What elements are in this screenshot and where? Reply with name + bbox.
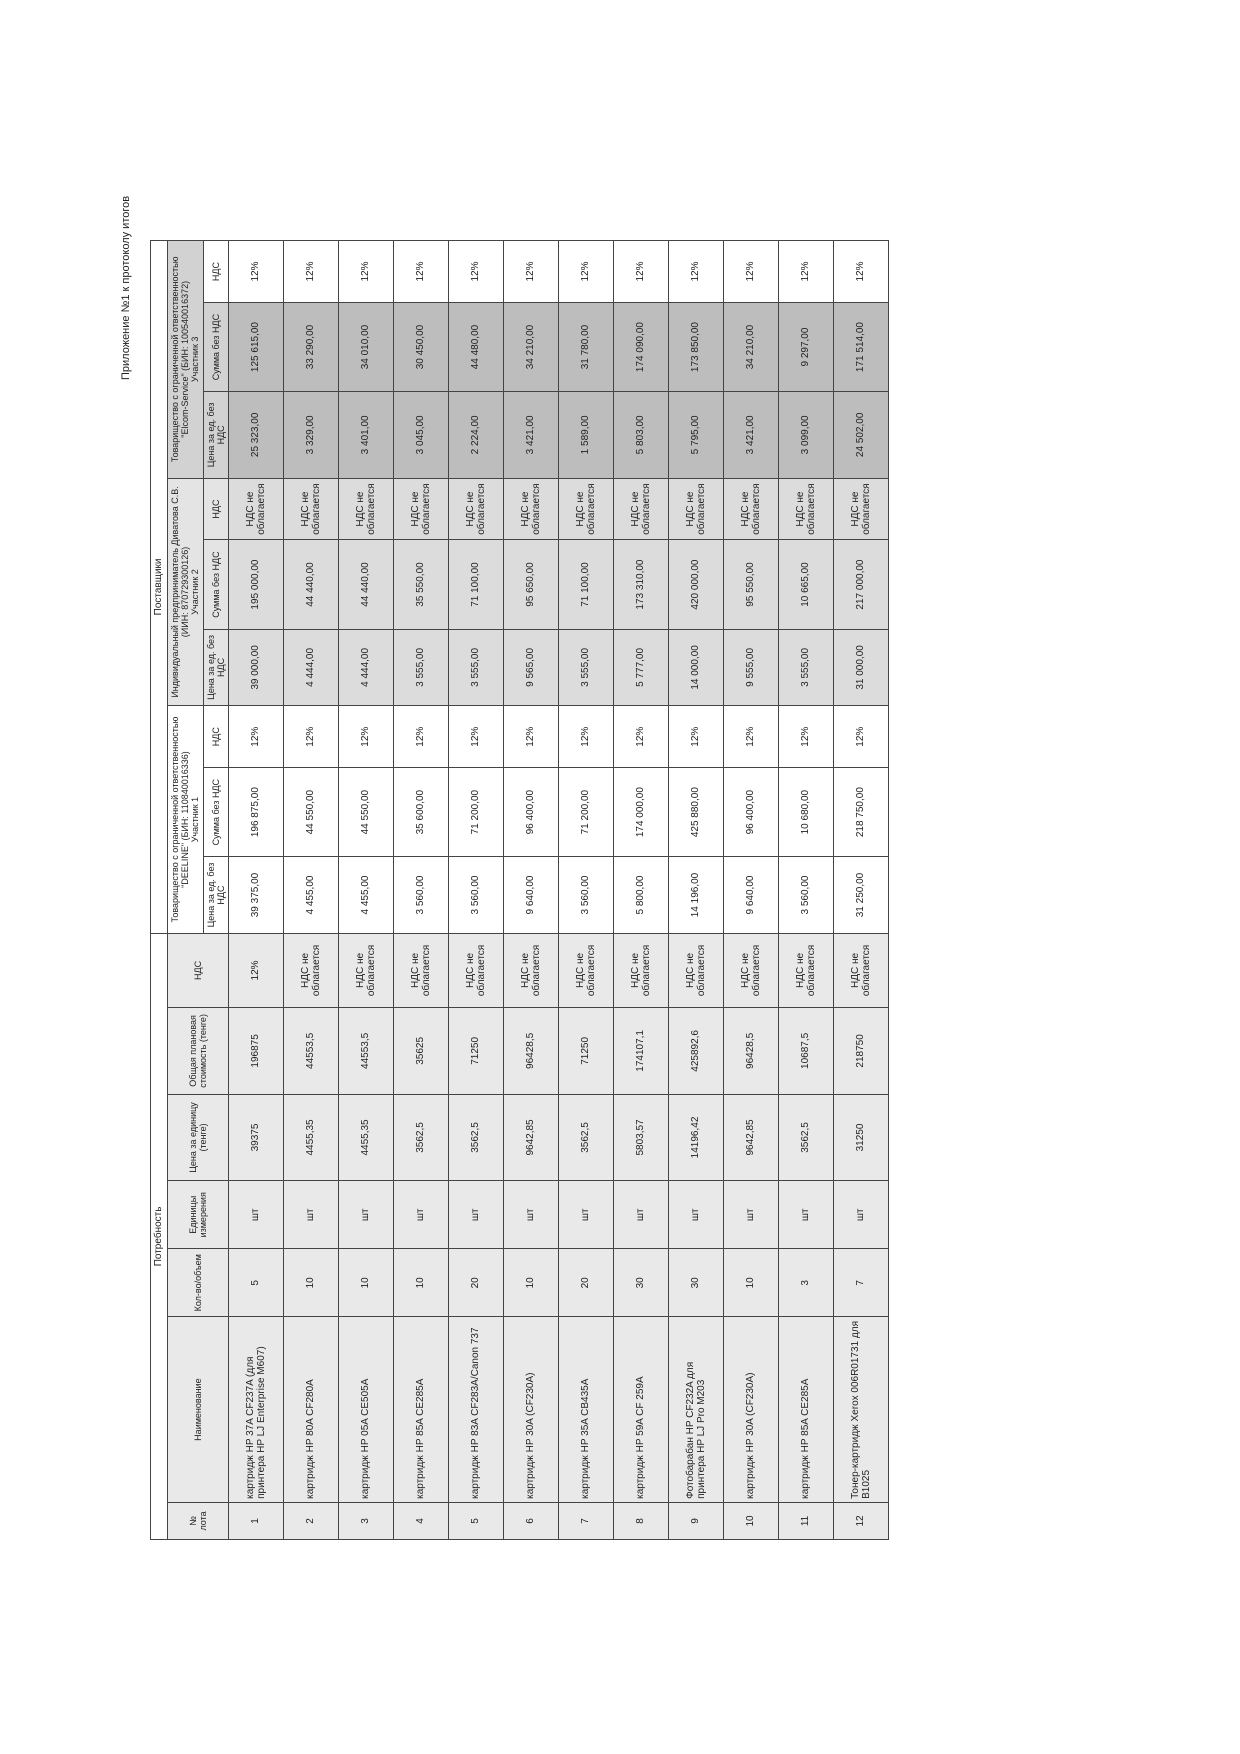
p2-vat-cell: НДС не облагается (559, 478, 614, 540)
name-cell: картридж HP 05A CE505A (339, 1317, 394, 1503)
p1-sum-cell: 44 550,00 (339, 768, 394, 857)
p1-sum-cell: 96 400,00 (504, 768, 559, 857)
p2-unit-price-cell: 9 565,00 (504, 629, 559, 706)
p1-unit-price-cell: 3 560,00 (394, 857, 449, 934)
p3-sum-cell: 30 450,00 (394, 303, 449, 392)
p2-sum-cell: 35 550,00 (394, 540, 449, 629)
qty-cell: 20 (559, 1249, 614, 1317)
group-need-header: Потребность (151, 933, 168, 1539)
table-body (229, 241, 889, 1540)
p2-unit-price-cell: 3 555,00 (449, 629, 504, 706)
table-row (284, 241, 339, 1540)
p1-unit-price-cell: 9 640,00 (724, 857, 779, 934)
p1-sum-cell: 218 750,00 (834, 768, 889, 857)
p3-sum-cell: 125 615,00 (229, 303, 284, 392)
p2-sum-cell: 95 550,00 (724, 540, 779, 629)
group-suppliers-header: Поставщики (151, 241, 168, 934)
p3-unit-price-cell: 3 421,00 (724, 392, 779, 479)
lot-cell: 10 (724, 1502, 779, 1539)
name-cell: Фотобарабан HP CF232A для принтера HP LJ Pro M203 (669, 1317, 724, 1503)
vat-cell: НДС не облагается (724, 933, 779, 1007)
p1-sum-cell: 174 000,00 (614, 768, 669, 857)
vat-cell: НДС не облагается (449, 933, 504, 1007)
p1-vat-cell: 12% (779, 706, 834, 768)
p1-sum-cell: 71 200,00 (449, 768, 504, 857)
table-row (779, 241, 834, 1540)
p2-col-unit-price: Цена за ед. без НДС (203, 629, 229, 706)
p2-sum-cell: 10 665,00 (779, 540, 834, 629)
price-cell: 14196,42 (669, 1094, 724, 1181)
p1-sum-cell: 71 200,00 (559, 768, 614, 857)
participant-1-header (167, 706, 203, 934)
name-cell: картридж HP 83A CF283A/Canon 737 (449, 1317, 504, 1503)
col-lot: № лота (167, 1502, 229, 1539)
price-cell: 39375 (229, 1094, 284, 1181)
unit-cell: шт (669, 1181, 724, 1249)
participant-2-header (167, 478, 203, 706)
total-cell: 71250 (559, 1008, 614, 1095)
p1-vat-cell: 12% (559, 706, 614, 768)
p2-sum-cell: 173 310,00 (614, 540, 669, 629)
p3-unit-price-cell: 3 421,00 (504, 392, 559, 479)
p3-vat-cell: 12% (449, 241, 504, 303)
p1-unit-price-cell: 9 640,00 (504, 857, 559, 934)
p3-sum-cell: 173 850,00 (669, 303, 724, 392)
p3-unit-price-cell: 5 803,00 (614, 392, 669, 479)
unit-cell: шт (504, 1181, 559, 1249)
total-cell: 218750 (834, 1008, 889, 1095)
price-cell: 3562,5 (449, 1094, 504, 1181)
vat-cell: НДС не облагается (779, 933, 834, 1007)
price-cell: 9642,85 (724, 1094, 779, 1181)
p2-unit-price-cell: 3 555,00 (779, 629, 834, 706)
p3-col-unit-price: Цена за ед. без НДС (203, 392, 229, 479)
col-price: Цена за единицу (тенге) (167, 1094, 229, 1181)
lot-cell: 2 (284, 1502, 339, 1539)
price-cell: 31250 (834, 1094, 889, 1181)
vat-cell: НДС не облагается (669, 933, 724, 1007)
p3-sum-cell: 34 210,00 (724, 303, 779, 392)
lot-cell: 1 (229, 1502, 284, 1539)
p2-unit-price-cell: 3 555,00 (394, 629, 449, 706)
vat-cell: НДС не облагается (394, 933, 449, 1007)
table-row (449, 241, 504, 1540)
p2-unit-price-cell: 3 555,00 (559, 629, 614, 706)
qty-cell: 10 (394, 1249, 449, 1317)
table-row (724, 241, 779, 1540)
name-cell: картридж HP 30A (CF230A) (724, 1317, 779, 1503)
total-cell: 96428,5 (504, 1008, 559, 1095)
p3-unit-price-cell: 3 401,00 (339, 392, 394, 479)
p2-vat-cell: НДС не облагается (504, 478, 559, 540)
vat-cell: НДС не облагается (284, 933, 339, 1007)
p2-vat-cell: НДС не облагается (449, 478, 504, 540)
p2-sum-cell: 71 100,00 (559, 540, 614, 629)
p2-unit-price-cell: 5 777,00 (614, 629, 669, 706)
p2-vat-cell: НДС не облагается (614, 478, 669, 540)
vat-cell: 12% (229, 933, 284, 1007)
lot-cell: 11 (779, 1502, 834, 1539)
table-row (504, 241, 559, 1540)
table-row (834, 241, 889, 1540)
p1-col-unit-price: Цена за ед. без НДС (203, 857, 229, 934)
p2-unit-price-cell: 9 555,00 (724, 629, 779, 706)
price-cell: 4455,35 (339, 1094, 394, 1181)
p1-sum-cell: 44 550,00 (284, 768, 339, 857)
p3-sum-cell: 31 780,00 (559, 303, 614, 392)
price-cell: 3562,5 (394, 1094, 449, 1181)
table-row (229, 241, 284, 1540)
p3-sum-cell: 34 210,00 (504, 303, 559, 392)
p2-sum-cell: 217 000,00 (834, 540, 889, 629)
p3-unit-price-cell: 5 795,00 (669, 392, 724, 479)
total-cell: 44553,5 (339, 1008, 394, 1095)
name-cell: Тонер-картридж Xerox 006R01731 для B1025 (834, 1317, 889, 1503)
page-title: Приложение №1 к протоколу итогов (120, 195, 132, 380)
p1-unit-price-cell: 14 196,00 (669, 857, 724, 934)
p1-sum-cell: 10 680,00 (779, 768, 834, 857)
qty-cell: 10 (284, 1249, 339, 1317)
unit-cell: шт (449, 1181, 504, 1249)
p1-unit-price-cell: 39 375,00 (229, 857, 284, 934)
lot-cell: 4 (394, 1502, 449, 1539)
qty-cell: 10 (504, 1249, 559, 1317)
vat-cell: НДС не облагается (339, 933, 394, 1007)
p3-vat-cell: 12% (394, 241, 449, 303)
p3-vat-cell: 12% (834, 241, 889, 303)
p3-sum-cell: 174 090,00 (614, 303, 669, 392)
p3-vat-cell: 12% (724, 241, 779, 303)
table-row (339, 241, 394, 1540)
participant-3-title: Товарищество с ограниченной ответственностью "Elcom-Service" (БИН: 100540016372) (169, 256, 190, 463)
col-name: Наименование (167, 1317, 229, 1503)
p3-col-sum: Сумма без НДС (203, 303, 229, 392)
unit-cell: шт (559, 1181, 614, 1249)
name-cell: картридж HP 30A (CF230A) (504, 1317, 559, 1503)
lot-cell: 8 (614, 1502, 669, 1539)
p2-sum-cell: 195 000,00 (229, 540, 284, 629)
total-cell: 71250 (449, 1008, 504, 1095)
unit-cell: шт (834, 1181, 889, 1249)
p1-vat-cell: 12% (394, 706, 449, 768)
p2-sum-cell: 95 650,00 (504, 540, 559, 629)
p1-unit-price-cell: 3 560,00 (779, 857, 834, 934)
unit-cell: шт (339, 1181, 394, 1249)
qty-cell: 5 (229, 1249, 284, 1317)
p2-vat-cell: НДС не облагается (834, 478, 889, 540)
price-cell: 5803,57 (614, 1094, 669, 1181)
p3-vat-cell: 12% (614, 241, 669, 303)
p1-unit-price-cell: 4 455,00 (339, 857, 394, 934)
unit-cell: шт (394, 1181, 449, 1249)
participant-3-header (167, 241, 203, 479)
p2-unit-price-cell: 4 444,00 (284, 629, 339, 706)
p3-vat-cell: 12% (229, 241, 284, 303)
p1-vat-cell: 12% (449, 706, 504, 768)
total-cell: 35625 (394, 1008, 449, 1095)
p3-sum-cell: 171 514,00 (834, 303, 889, 392)
unit-cell: шт (284, 1181, 339, 1249)
unit-cell: шт (779, 1181, 834, 1249)
qty-cell: 7 (834, 1249, 889, 1317)
p1-col-sum: Сумма без НДС (203, 768, 229, 857)
vat-cell: НДС не облагается (559, 933, 614, 1007)
results-table (150, 240, 889, 1540)
p1-vat-cell: 12% (284, 706, 339, 768)
p1-vat-cell: 12% (724, 706, 779, 768)
qty-cell: 30 (614, 1249, 669, 1317)
p1-sum-cell: 35 600,00 (394, 768, 449, 857)
lot-cell: 7 (559, 1502, 614, 1539)
p3-sum-cell: 44 480,00 (449, 303, 504, 392)
p3-sum-cell: 33 290,00 (284, 303, 339, 392)
p1-unit-price-cell: 31 250,00 (834, 857, 889, 934)
p3-sum-cell: 34 010,00 (339, 303, 394, 392)
p1-vat-cell: 12% (339, 706, 394, 768)
lot-cell: 3 (339, 1502, 394, 1539)
participant-2-title: Индивидуальный предприниматель Диватова С.В. (ИИН: 870729300126) (169, 486, 190, 698)
p1-unit-price-cell: 4 455,00 (284, 857, 339, 934)
unit-cell: шт (229, 1181, 284, 1249)
p3-vat-cell: 12% (339, 241, 394, 303)
unit-cell: шт (724, 1181, 779, 1249)
p2-vat-cell: НДС не облагается (779, 478, 834, 540)
p2-vat-cell: НДС не облагается (339, 478, 394, 540)
p3-unit-price-cell: 3 045,00 (394, 392, 449, 479)
p2-vat-cell: НДС не облагается (229, 478, 284, 540)
p2-sum-cell: 44 440,00 (339, 540, 394, 629)
p1-vat-cell: 12% (504, 706, 559, 768)
participant-3-label: Участник 3 (190, 336, 201, 383)
p2-unit-price-cell: 14 000,00 (669, 629, 724, 706)
participant-1-label: Участник 1 (190, 796, 201, 843)
p1-vat-cell: 12% (229, 706, 284, 768)
p3-vat-cell: 12% (559, 241, 614, 303)
p1-unit-price-cell: 3 560,00 (449, 857, 504, 934)
p2-vat-cell: НДС не облагается (724, 478, 779, 540)
lot-cell: 9 (669, 1502, 724, 1539)
p3-vat-cell: 12% (779, 241, 834, 303)
p3-sum-cell: 9 297,00 (779, 303, 834, 392)
total-cell: 174107,1 (614, 1008, 669, 1095)
participant-1-title: Товарищество с ограниченной ответственностью "DEELINE" (БИН: 110840016336) (169, 716, 190, 923)
table-row (559, 241, 614, 1540)
p3-unit-price-cell: 1 589,00 (559, 392, 614, 479)
total-cell: 425892,6 (669, 1008, 724, 1095)
name-cell: картридж HP 80A CF280A (284, 1317, 339, 1503)
name-cell: картридж HP 85A CE285A (779, 1317, 834, 1503)
p3-vat-cell: 12% (504, 241, 559, 303)
p2-vat-cell: НДС не облагается (284, 478, 339, 540)
table-row (669, 241, 724, 1540)
p2-sum-cell: 420 000,00 (669, 540, 724, 629)
p2-col-sum: Сумма без НДС (203, 540, 229, 629)
p1-unit-price-cell: 3 560,00 (559, 857, 614, 934)
p2-vat-cell: НДС не облагается (394, 478, 449, 540)
name-cell: картридж HP 85A CE285A (394, 1317, 449, 1503)
p2-sum-cell: 44 440,00 (284, 540, 339, 629)
qty-cell: 20 (449, 1249, 504, 1317)
p3-vat-cell: 12% (669, 241, 724, 303)
qty-cell: 10 (724, 1249, 779, 1317)
vat-cell: НДС не облагается (614, 933, 669, 1007)
col-vat: НДС (167, 933, 229, 1007)
p1-unit-price-cell: 5 800,00 (614, 857, 669, 934)
total-cell: 196875 (229, 1008, 284, 1095)
p1-sum-cell: 425 880,00 (669, 768, 724, 857)
p1-vat-cell: 12% (834, 706, 889, 768)
name-cell: картридж HP 37A CF237A (для принтера HP LJ Enterprise M607) (229, 1317, 284, 1503)
total-cell: 44553,5 (284, 1008, 339, 1095)
vat-cell: НДС не облагается (504, 933, 559, 1007)
unit-cell: шт (614, 1181, 669, 1249)
p1-sum-cell: 96 400,00 (724, 768, 779, 857)
p1-vat-cell: 12% (614, 706, 669, 768)
p2-vat-cell: НДС не облагается (669, 478, 724, 540)
price-cell: 4455,35 (284, 1094, 339, 1181)
col-total: Общая плановая стоимость (тенге) (167, 1008, 229, 1095)
lot-cell: 6 (504, 1502, 559, 1539)
col-qty: Кол-во/объем (167, 1249, 229, 1317)
price-cell: 3562,5 (779, 1094, 834, 1181)
qty-cell: 10 (339, 1249, 394, 1317)
p3-unit-price-cell: 24 502,00 (834, 392, 889, 479)
results-table-rotated (150, 240, 1100, 1540)
qty-cell: 3 (779, 1249, 834, 1317)
price-cell: 9642,85 (504, 1094, 559, 1181)
p1-col-vat: НДС (203, 706, 229, 768)
total-cell: 10687,5 (779, 1008, 834, 1095)
p3-vat-cell: 12% (284, 241, 339, 303)
price-cell: 3562,5 (559, 1094, 614, 1181)
lot-cell: 5 (449, 1502, 504, 1539)
col-unit: Единицы измерения (167, 1181, 229, 1249)
p2-col-vat: НДС (203, 478, 229, 540)
p3-col-vat: НДС (203, 241, 229, 303)
p1-sum-cell: 196 875,00 (229, 768, 284, 857)
total-cell: 96428,5 (724, 1008, 779, 1095)
p1-vat-cell: 12% (669, 706, 724, 768)
participant-2-label: Участник 2 (190, 569, 201, 615)
p2-unit-price-cell: 4 444,00 (339, 629, 394, 706)
p3-unit-price-cell: 3 329,00 (284, 392, 339, 479)
table-row (394, 241, 449, 1540)
p3-unit-price-cell: 3 099,00 (779, 392, 834, 479)
lot-cell: 12 (834, 1502, 889, 1539)
p3-unit-price-cell: 25 323,00 (229, 392, 284, 479)
p3-unit-price-cell: 2 224,00 (449, 392, 504, 479)
p2-unit-price-cell: 31 000,00 (834, 629, 889, 706)
vat-cell: НДС не облагается (834, 933, 889, 1007)
p2-sum-cell: 71 100,00 (449, 540, 504, 629)
qty-cell: 30 (669, 1249, 724, 1317)
name-cell: картридж HP 59A CF 259A (614, 1317, 669, 1503)
name-cell: картридж HP 35A CB435A (559, 1317, 614, 1503)
table-row (614, 241, 669, 1540)
p2-unit-price-cell: 39 000,00 (229, 629, 284, 706)
